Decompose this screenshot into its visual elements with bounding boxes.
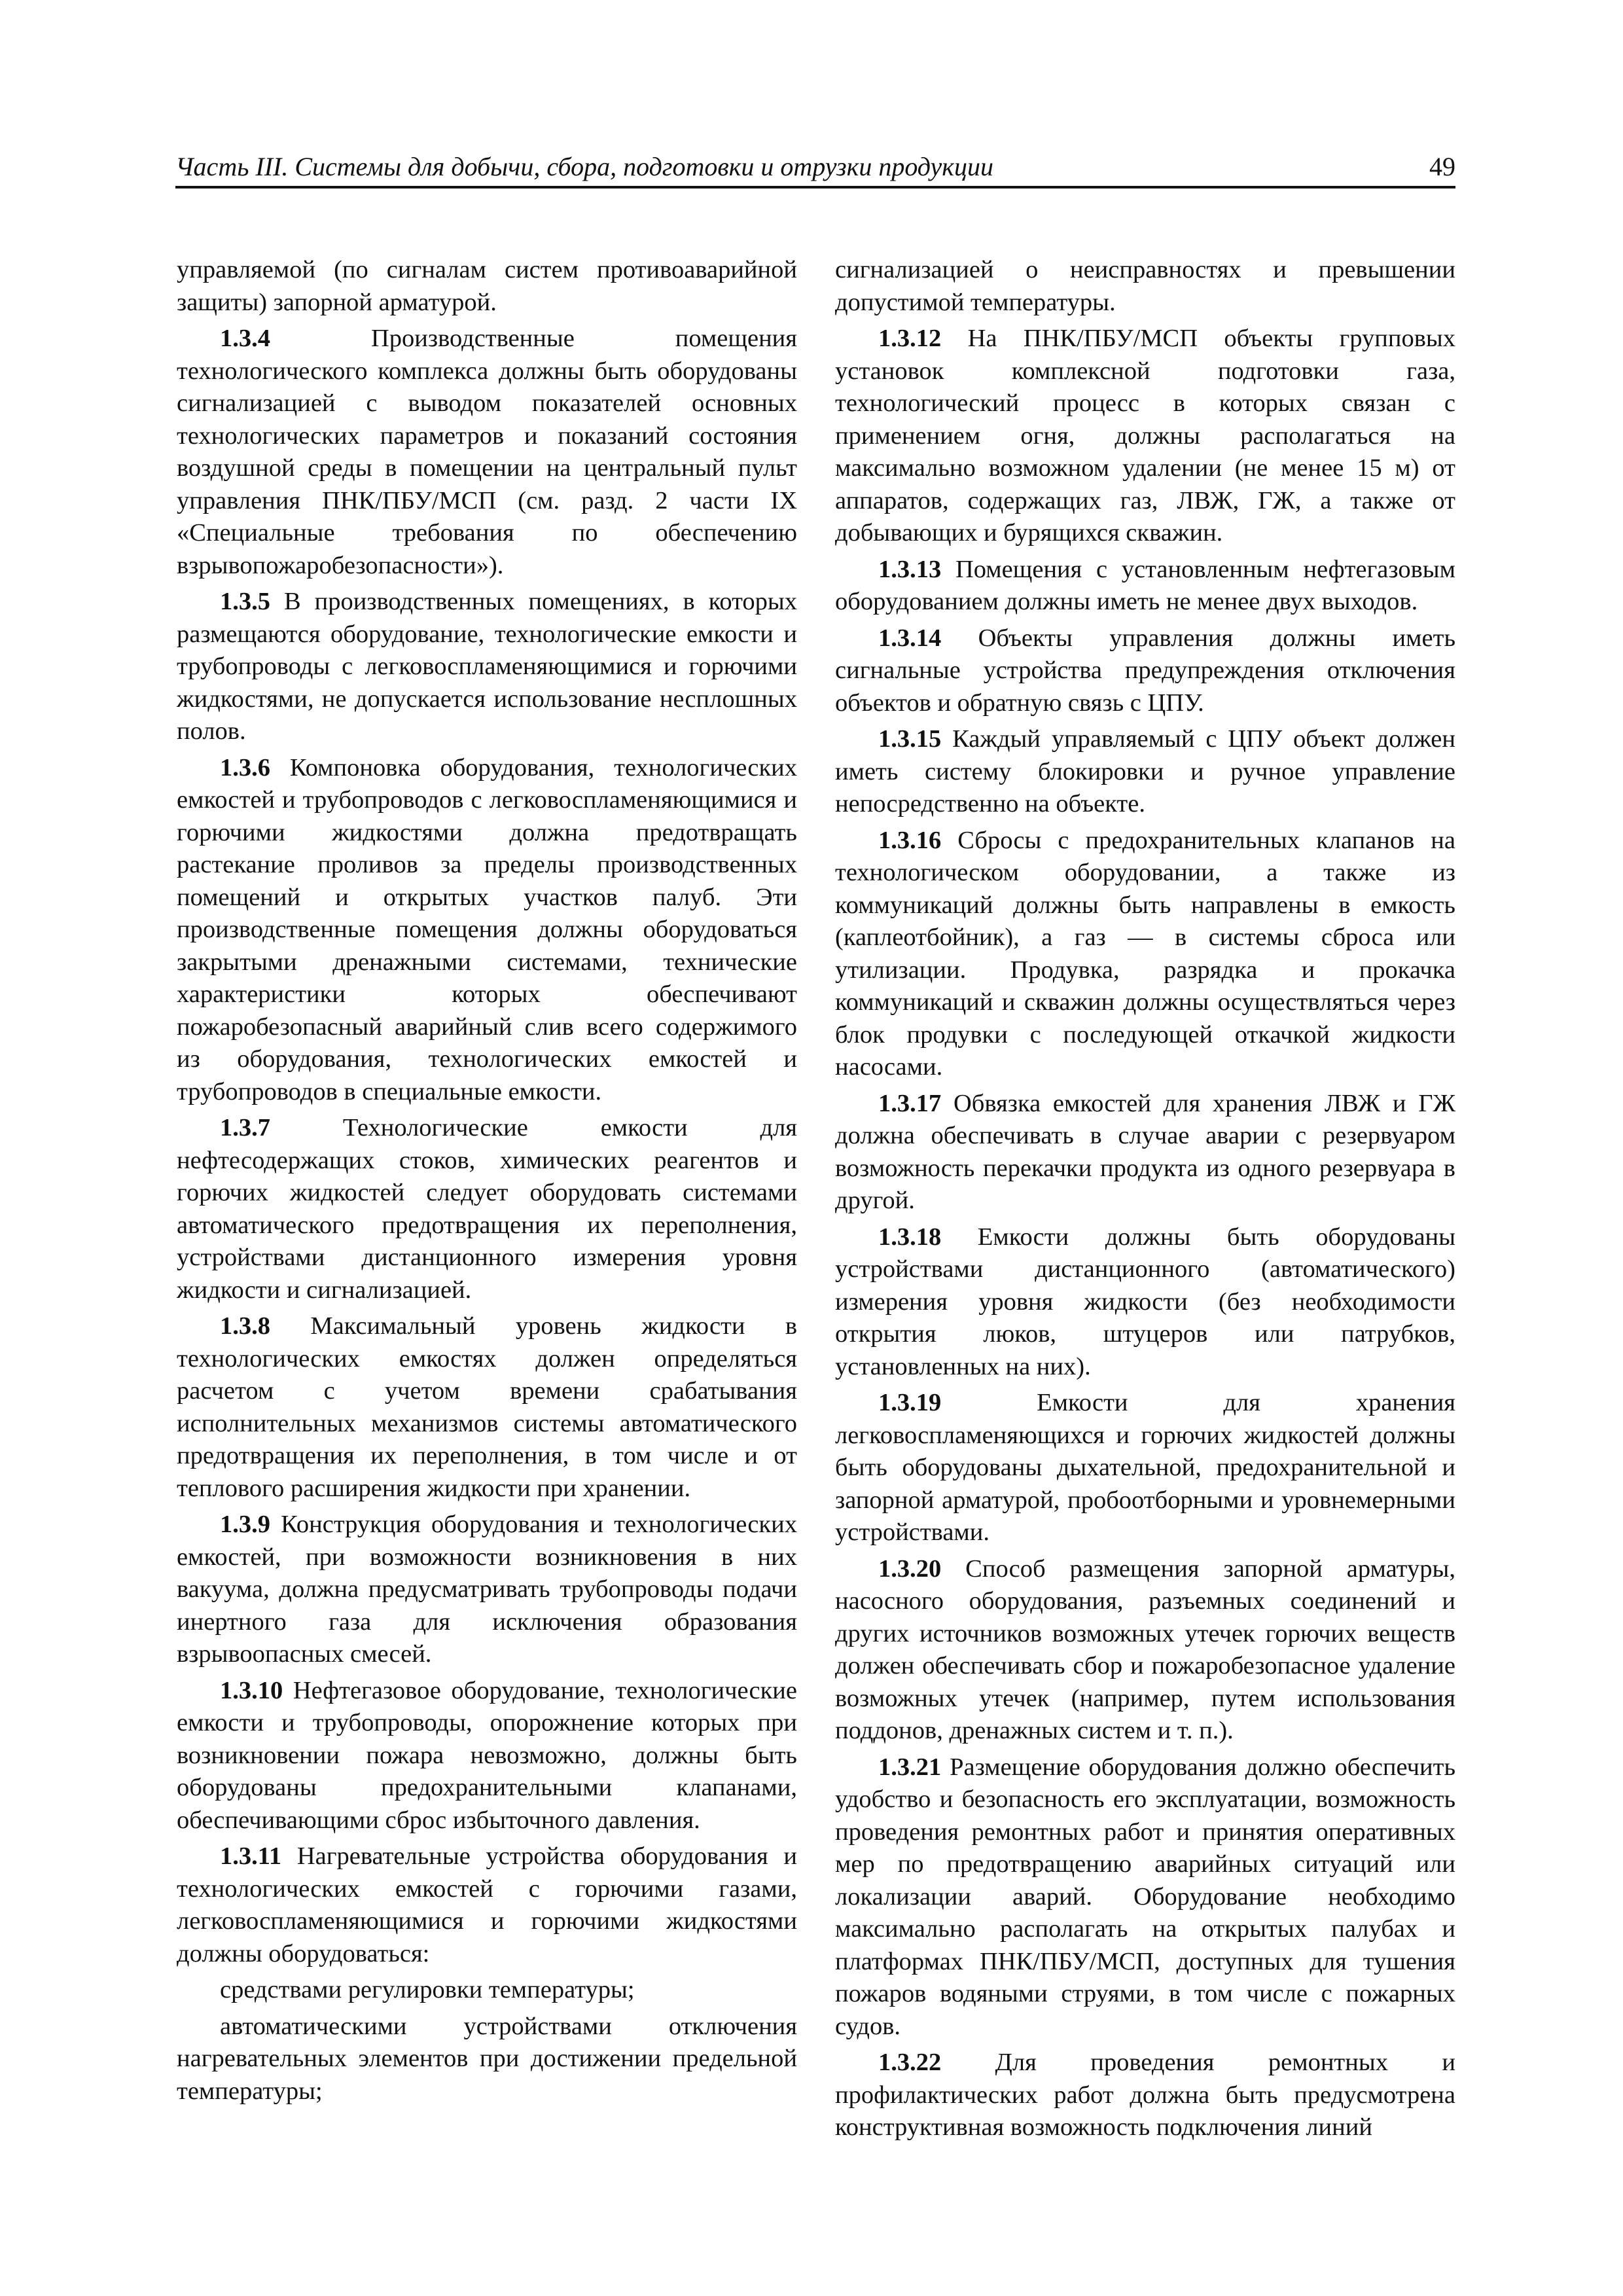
clause-text: средствами регулировки температуры;	[220, 1976, 635, 2003]
clause-number: 1.3.8	[220, 1312, 270, 1340]
clause-number: 1.3.14	[878, 624, 942, 652]
running-header	[175, 143, 1455, 188]
paragraph	[177, 1509, 797, 1671]
paragraph	[835, 254, 1455, 319]
page-number: 49	[1429, 152, 1455, 181]
paragraph	[177, 752, 797, 1109]
paragraph	[835, 323, 1455, 550]
clause-number: 1.3.20	[878, 1554, 942, 1583]
paragraph	[177, 1310, 797, 1505]
paragraph	[177, 1840, 797, 1970]
clause-text: Помещения с установленным нефтегазовым оборудованием должны иметь не менее двух выходов.	[835, 555, 1455, 615]
paragraph	[835, 1088, 1455, 1217]
clause-text: Каждый управляемый с ЦПУ объект должен иметь систему блокировки и ручное управление непосредственно на объекте.	[835, 725, 1455, 817]
clause-text: Емкости должны быть оборудованы устройствами дистанционного (автоматического) измерения уровня жидкости (без необходимости открытия люков, штуцеров или патрубков, установленных на них).	[835, 1223, 1455, 1380]
paragraph	[835, 1751, 1455, 2043]
paragraph	[835, 554, 1455, 619]
clause-text: Конструкция оборудования и технологических емкостей, при возможности возникновения в них вакуума, должна предусматривать трубопроводы подачи инертного газа для исключения образования взрывоопасных смесей.	[177, 1511, 797, 1668]
running-title: Часть III. Системы для добычи, сбора, подготовки и отрузки продукции	[175, 152, 993, 181]
clause-text: Обвязка емкостей для хранения ЛВЖ и ГЖ должна обеспечивать в случае аварии с резервуаром возможность перекачки продукта из одного резервуара в другой.	[835, 1089, 1455, 1214]
clause-text: Сбросы с предохранительных клапанов на технологическом оборудовании, а также из коммуникаций должны быть направлены в емкость (каплеотбойник), а газ — в системы сброса или утилизации. Продувка, разрядка и прокачка коммуникаций и скважин должны осуществляться через блок продувки с последующей откачкой жидкости насосами.	[835, 826, 1455, 1081]
clause-text: Объекты управления должны иметь сигнальные устройства предупреждения отключения объектов и обратную связь с ЦПУ.	[835, 624, 1456, 717]
clause-text: Для проведения ремонтных и профилактических работ должна быть предусмотрена конструктивная возможность подключения линий	[835, 2049, 1455, 2141]
clause-text: Нефтегазовое оборудование, технологические емкости и трубопроводы, опорожнение которых при возникновении пожара невозможно, должны быть оборудованы предохранительными клапанами, обеспечивающими сброс избыточного давления.	[177, 1676, 798, 1834]
clause-number: 1.3.19	[878, 1389, 942, 1416]
clause-text: Емкости для хранения легковоспламеняющихся и горючих жидкостей должны быть оборудованы дыхательной, предохранительной и запорной арматурой, пробоотборными и уровнемерными устройствами.	[835, 1389, 1456, 1546]
clause-text: Технологические емкости для нефтесодержащих стоков, химических реагентов и горючих жидкостей следует оборудовать системами автоматического предотвращения их переполнения, устройствами дистанционного измерения уровня жидкости и сигнализацией.	[177, 1114, 797, 1304]
clause-text: Компоновка оборудования, технологических емкостей и трубопроводов с легковоспламеняющимися и горючими жидкостями должна предотвращать растекание проливов за пределы производственных помещений и открытых участков палуб. Эти производственные помещения должны оборудоваться закрытыми дренажными системами, технические характеристики которых обеспечивают пожаробезопасный аварийный слив всего содержимого из оборудования, технологических емкостей и трубопроводов в специальные емкости.	[177, 753, 798, 1105]
clause-number: 1.3.21	[878, 1753, 942, 1781]
clause-number: 1.3.11	[220, 1842, 282, 1870]
clause-number: 1.3.7	[220, 1114, 270, 1141]
paragraph	[835, 1553, 1455, 1748]
clause-number: 1.3.17	[878, 1089, 942, 1117]
clause-text: Размещение оборудования должно обеспечить удобство и безопасность его эксплуатации, возможность проведения ремонтных работ и принятия оперативных мер по предотвращению аварийных ситуаций или локализации аварий. Оборудование необходимо максимально располагать на открытых палубах и платформах ПНК/ПБУ/МСП, доступных для тушения пожаров водяными струями, в том числе с пожарных судов.	[835, 1753, 1456, 2040]
paragraph	[835, 2047, 1455, 2144]
clause-text: сигнализацией о неисправностях и превышении допустимой температуры.	[835, 256, 1455, 316]
right-text-column	[835, 254, 1455, 2148]
clause-number: 1.3.6	[220, 753, 270, 781]
paragraph	[835, 1221, 1455, 1384]
clause-text: В производственных помещениях, в которых размещаются оборудование, технологические емкости и трубопроводы с легковоспламеняющимися и горючими жидкостями, не допускается использование несплошных полов.	[177, 588, 798, 745]
clause-text: Максимальный уровень жидкости в технологических емкостях должен определяться расчетом с учетом времени срабатывания исполнительных механизмов системы автоматического предотвращения их переполнения, в том числе и от теплового расширения жидкости при хранении.	[177, 1312, 798, 1502]
clause-number: 1.3.16	[878, 826, 942, 854]
clause-text: автоматическими устройствами отключения нагревательных элементов при достижении предельной температуры;	[177, 2012, 797, 2105]
paragraph	[835, 723, 1455, 821]
paragraph	[177, 1675, 797, 1837]
clause-number: 1.3.18	[878, 1223, 942, 1251]
paragraph	[177, 1112, 797, 1306]
paragraph	[177, 254, 797, 319]
clause-number: 1.3.22	[878, 2049, 942, 2076]
left-text-column	[177, 254, 797, 2111]
paragraph	[177, 1974, 797, 2007]
paragraph	[835, 622, 1455, 720]
clause-number: 1.3.5	[220, 588, 270, 615]
clause-number: 1.3.12	[878, 325, 942, 352]
clause-number: 1.3.13	[878, 555, 942, 583]
paragraph	[177, 323, 797, 582]
paragraph	[177, 586, 797, 748]
paragraph	[835, 1387, 1455, 1549]
clause-text: Нагревательные устройства оборудования и технологических емкостей с горючими газами, легковоспламеняющимися и горючими жидкостями должны оборудоваться:	[177, 1842, 797, 1967]
clause-text: На ПНК/ПБУ/МСП объекты групповых установок комплексной подготовки газа, технологический процесс в которых связан с применением огня, должны располагаться на максимально возможном удалении (не менее 15 м) от аппаратов, содержащих газ, ЛВЖ, ГЖ, а также от добывающих и бурящихся скважин.	[835, 325, 1456, 547]
clause-number: 1.3.15	[878, 725, 942, 753]
clause-number: 1.3.10	[220, 1676, 283, 1704]
paragraph	[177, 2011, 797, 2108]
paragraph	[835, 825, 1455, 1084]
clause-number: 1.3.4	[220, 325, 270, 352]
clause-text: Производственные помещения технологического комплекса должны быть оборудованы сигнализацией с выводом показателей основных технологических параметров и показаний состояния воздушной среды в помещении на центральный пульт управления ПНК/ПБУ/МСП (см. разд. 2 части IX «Специальные требования по обеспечению взрывопожаробезопасности»).	[177, 325, 797, 579]
clause-text: управляемой (по сигналам систем противоаварийной защиты) запорной арматурой.	[177, 256, 797, 316]
clause-number: 1.3.9	[220, 1511, 270, 1538]
clause-text: Способ размещения запорной арматуры, насосного оборудования, разъемных соединений и других источников возможных утечек горючих веществ должен обеспечивать сбор и пожаробезопасное удаление возможных утечек (например, путем использования поддонов, дренажных систем и т. п.).	[835, 1554, 1455, 1744]
